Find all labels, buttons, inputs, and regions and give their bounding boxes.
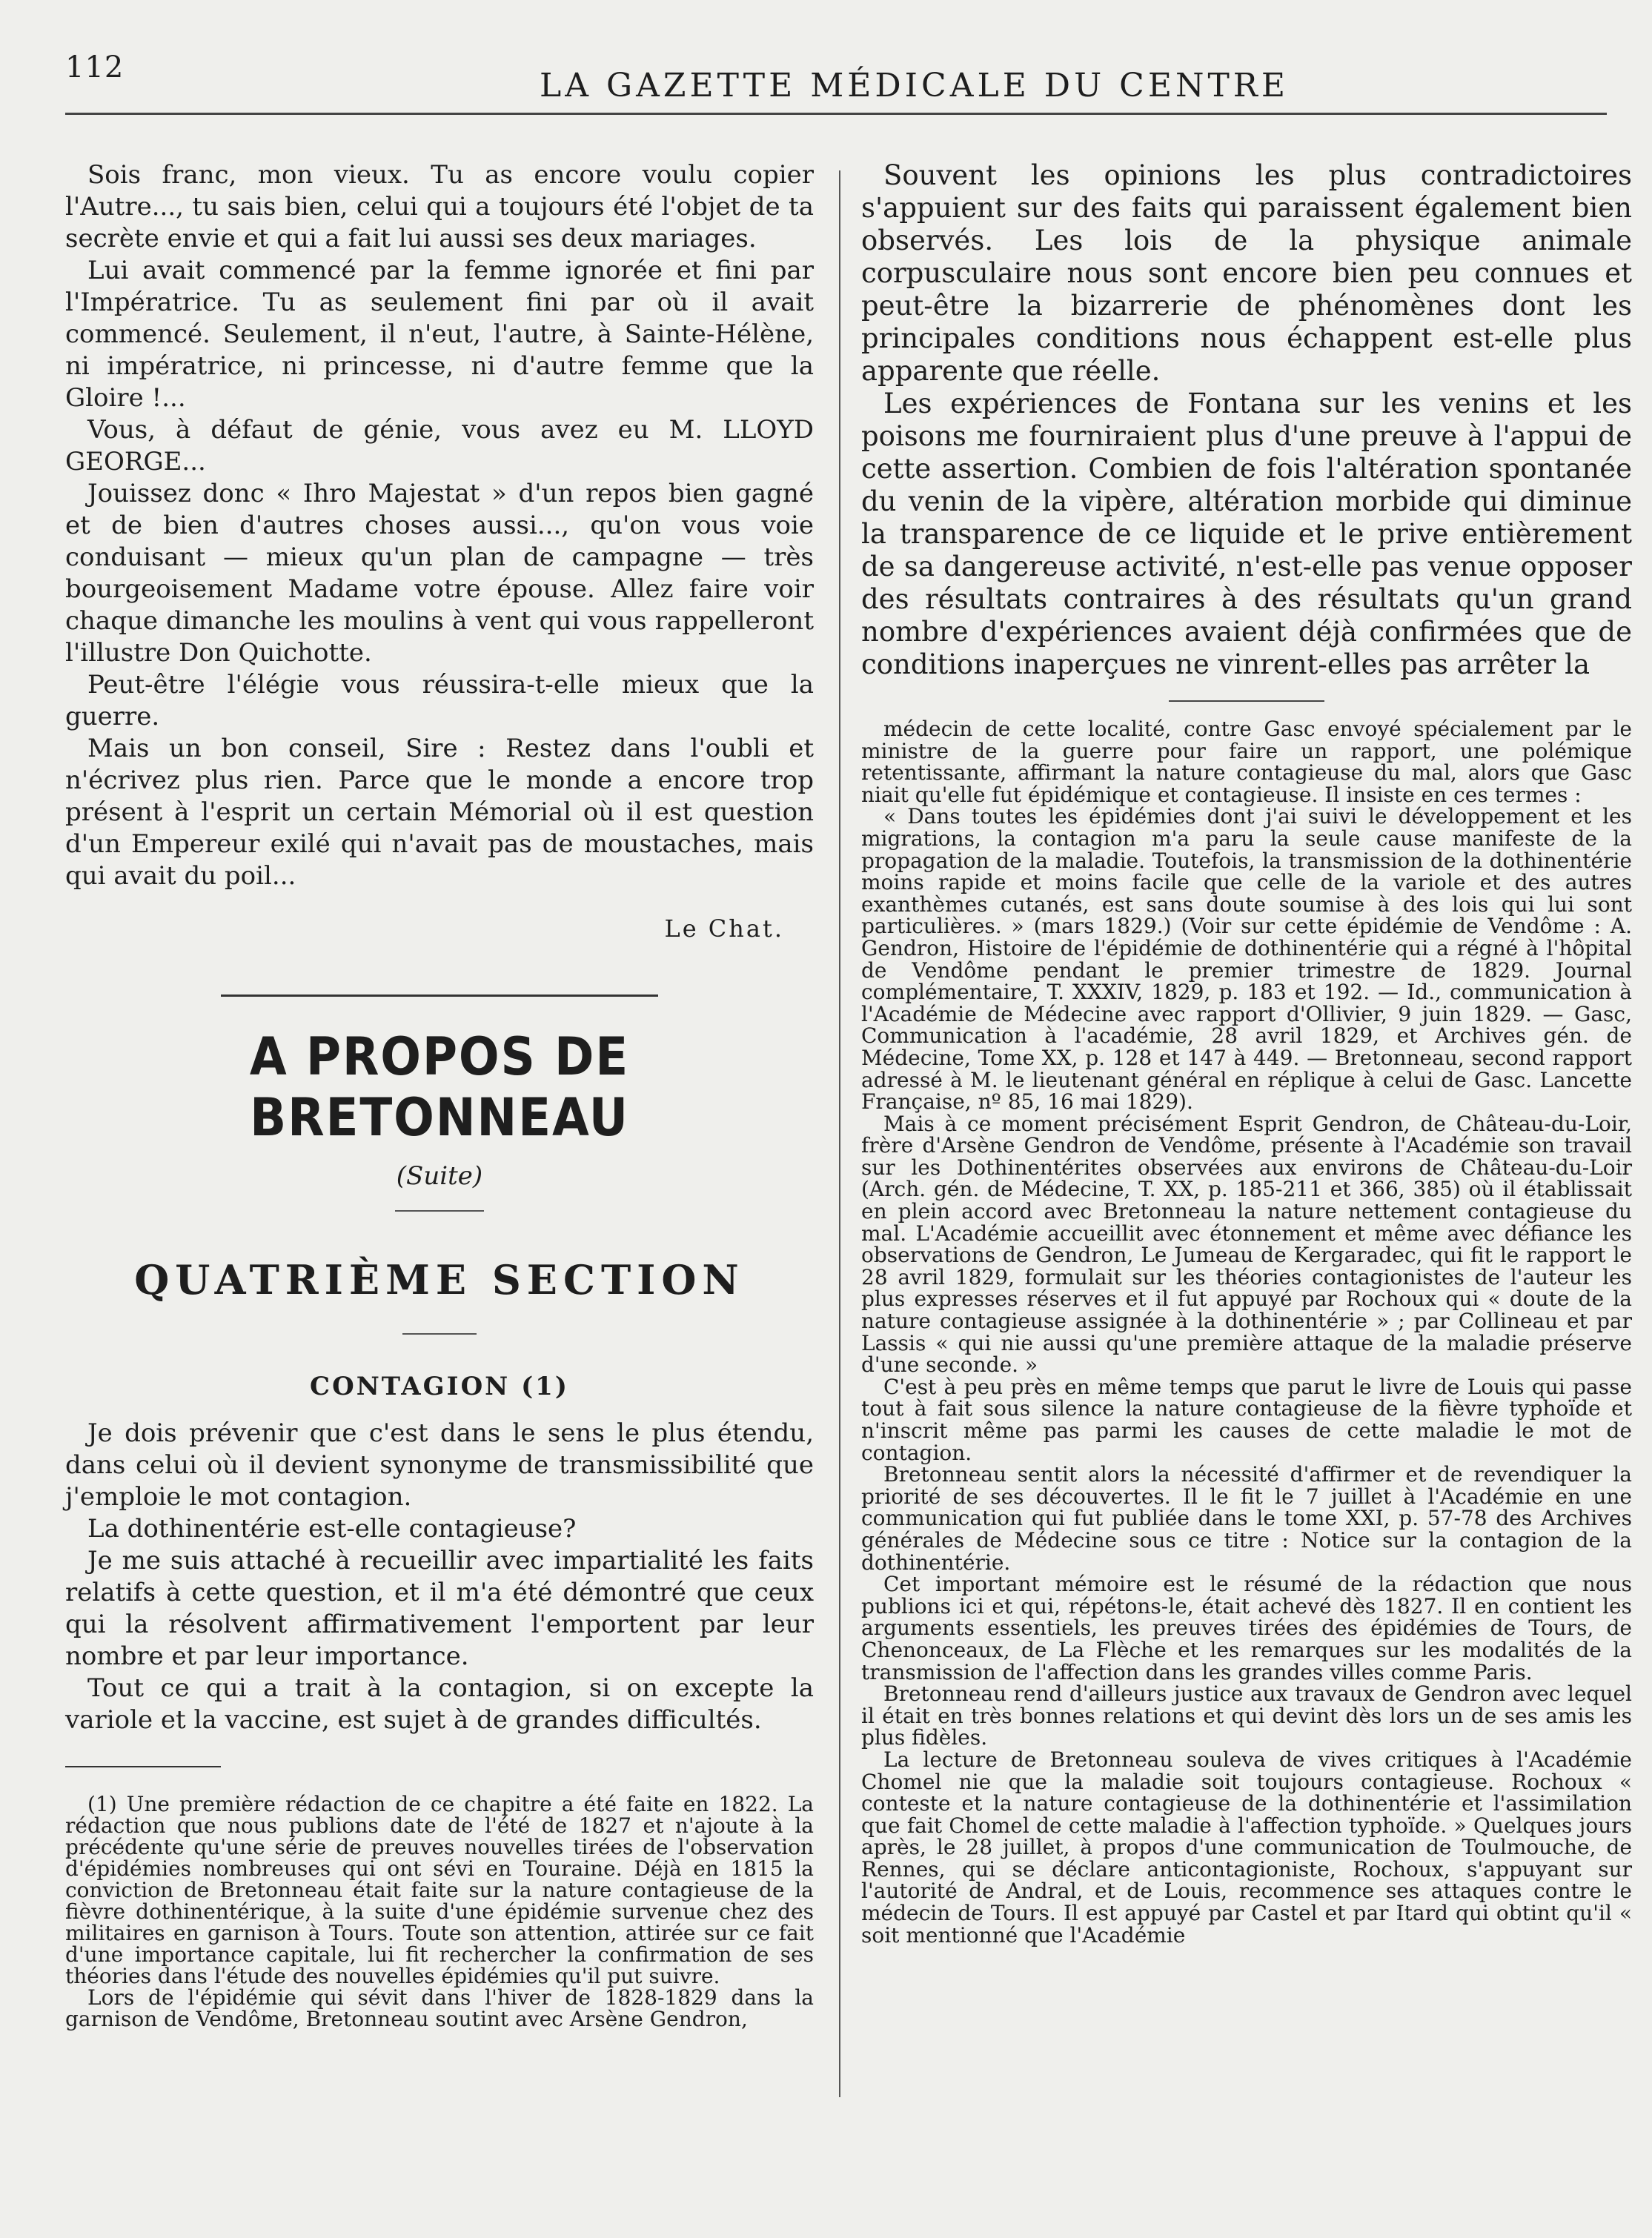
article-title: A PROPOS DE BRETONNEAU xyxy=(249,1026,630,1148)
footnote-paragraph: Mais à ce moment précisément Esprit Gendron, de Château-du-Loir, frère d'Arsène Gendron de Vendôme, présente à l'Académie son travail sur les Dothinentérites observées aux environs de Château-du-Loir (Arch. gén. de Médecine, T. XX, p. 185-211 et 366, 385) où il établissait en plein accord avec Bretonneau la nature nettement contagieuse du mal. L'Académie accueillit avec étonnement et même avec défiance les observations de Gendron, Le Jumeau de Kergaradec, qui fit le rapport le 28 avril 1829, formulait sur les théories contagionistes de l'auteur les plus expresses réserves et il fut appuyé par Rochoux qui « doute de la nature contagieuse assignée à la dothinentérie » ; par Collineau et par Lassis « qui nie aussi qu'une première attaque de la maladie préserve d'une seconde. » xyxy=(861,1111,1632,1378)
journal-title: LA GAZETTE MÉDICALE DU CENTRE xyxy=(540,67,1290,104)
section-heading: QUATRIÈME SECTION xyxy=(134,1256,745,1304)
body-paragraph: Vous, à défaut de génie, vous avez eu M. LLOYD GEORGE... xyxy=(65,415,814,477)
page-header xyxy=(65,43,1607,117)
body-paragraph: Peut-être l'élégie vous réussira-t-elle mieux que la guerre. xyxy=(65,670,814,731)
signature: Le Chat. xyxy=(664,914,784,943)
footnote-rule xyxy=(1169,700,1324,702)
article-subtitle: (Suite) xyxy=(396,1161,483,1191)
footnote-paragraph: C'est à peu près en même temps que parut le livre de Louis qui passe tout à fait sous silence la nature contagieuse de la fièvre typhoïde et n'inscrit même pas parmi les causes de cette maladie le mot de contagion. xyxy=(861,1374,1632,1465)
column-divider xyxy=(839,170,840,2097)
footnote-paragraph: (1) Une première rédaction de ce chapitre a été faite en 1822. La rédaction que nous publions date de l'été de 1827 et n'ajoute à la précédente qu'une série de preuves nouvelles tirées de l'observation d'épidémies nombreuses qui ont sévi en Touraine. Déjà en 1815 la conviction de Bretonneau était faite sur la nature contagieuse de la fièvre dothinentérique, à la suite d'une épidémie survenue chez des militaires en garnison à Tours. Toute son attention, attirée sur ce fait d'une importance capitale, lui fit rechercher la confirmation de ses théories dans l'étude des nouvelles épidémies qu'il put suivre. xyxy=(65,1792,814,1988)
page-number: 112 xyxy=(65,50,125,84)
short-rule xyxy=(402,1333,477,1335)
footnote-paragraph: La lecture de Bretonneau souleva de vives critiques à l'Académie Chomel nie que la maladie soit toujours contagieuse. Rochoux « conteste et la nature contagieuse de la dothinentérie et l'assimilation que fait Chomel de cette maladie à l'affection typhoïde. » Quelques jours après, le 28 juillet, à propos d'une communication de Toulmouche, de Rennes, qui se déclare anticontagioniste, Rochoux, s'appuyant sur l'autorité de Andral, et de Louis, recommence ses attaques contre le médecin de Tours. Il est appuyé par Castel et par Itard qui obtint qu'il « soit mentionné que l'Académie xyxy=(861,1747,1632,1948)
footnote-rule xyxy=(65,1766,221,1767)
body-paragraph: Tout ce qui a trait à la contagion, si on excepte la variole et la vaccine, est sujet à de grandes difficultés. xyxy=(65,1673,814,1735)
short-rule xyxy=(395,1210,484,1212)
article-separator xyxy=(221,995,658,997)
footnote-paragraph: Bretonneau rend d'ailleurs justice aux travaux de Gendron avec lequel il était en très bonnes relations et qui devint dès lors un de ses amis les plus fidèles. xyxy=(861,1681,1632,1750)
footnote-paragraph: Bretonneau sentit alors la nécessité d'affirmer et de revendiquer la priorité de ses découvertes. Il le fit le 7 juillet à l'Académie en une communication qui fut publiée dans le tome XXI, p. 57-78 des Archives générales de Médecine sous ce titre : Notice sur la contagion de la dothinentérie. xyxy=(861,1462,1632,1575)
right-column xyxy=(861,159,1632,1946)
body-paragraph: La dothinentérie est-elle contagieuse? xyxy=(87,1514,577,1544)
body-paragraph: Lui avait commencé par la femme ignorée et fini par l'Impératrice. Tu as seulement fini par où il avait commencé. Seulement, il n'eut, l'autre, à Sainte-Hélène, ni impératrice, ni princesse, ni d'autre femme que la Gloire !... xyxy=(65,256,814,413)
footnote-paragraph: « Dans toutes les épidémies dont j'ai suivi le développement et les migrations, la contagion m'a paru la seule cause manifeste de la propagation de la maladie. Toutefois, la transmission de la dothinentérie moins rapide et moins facile que celle de la variole et des autres exanthèmes cutanés, est sans doute soumise à des lois qui lui sont particulières. » (mars 1829.) (Voir sur cette épidémie de Vendôme : A. Gendron, Histoire de l'épidémie de dothinentérie qui a régné à l'hôpital de Vendôme pendant le premier trimestre de 1829. Journal complémentaire, T. XXXIV, 1829, p. 183 et 192. — Id., communication à l'Académie de Médecine avec rapport d'Ollivier, 9 juin 1829. — Gasc, Communication à l'académie, 28 avril 1829, et Archives gén. de Médecine, Tome XX, p. 128 et 147 à 449. — Bretonneau, second rapport adressé à M. le lieutenant général en réplique à celui de Gasc. Lancette Française, nº 85, 16 mai 1829). xyxy=(861,804,1632,1115)
left-column xyxy=(65,159,814,2030)
body-paragraph: Sois franc, mon vieux. Tu as encore voulu copier l'Autre..., tu sais bien, celui qui a toujours été l'objet de ta secrète envie et qui a fait lui aussi ses deux mariages. xyxy=(65,160,814,253)
body-paragraph: Mais un bon conseil, Sire : Restez dans l'oubli et n'écrivez plus rien. Parce que le monde a encore trop présent à l'esprit un certain Mémorial où il est question d'un Empereur exilé qui n'avait pas de moustaches, mais qui avait du poil... xyxy=(65,734,814,891)
body-paragraph: Souvent les opinions les plus contradictoires s'appuient sur des faits qui paraissent également bien observés. Les lois de la physique animale corpusculaire nous sont encore bien peu connues et peut-être la bizarrerie de phénomènes dont les principales conditions nous échappent est-elle plus apparente que réelle. xyxy=(861,159,1632,387)
subsection-heading: CONTAGION (1) xyxy=(310,1372,569,1401)
body-paragraph: Les expériences de Fontana sur les venins et les poisons me fourniraient plus d'une preuve à l'appui de cette assertion. Combien de fois l'altération spontanée du venin de la vipère, altération morbide qui diminue la transparence de ce liquide et le prive entièrement de sa dangereuse activité, n'est-elle pas venue opposer des résultats contraires à des résultats qu'un grand nombre d'expériences avaient déjà confirmées que de conditions inaperçues ne vinrent-elles pas arrêter la xyxy=(861,388,1632,680)
header-rule xyxy=(65,113,1607,115)
footnote-paragraph: Lors de l'épidémie qui sévit dans l'hiver de 1828-1829 dans la garnison de Vendôme, Bretonneau soutint avec Arsène Gendron, xyxy=(65,1985,814,2031)
footnote-paragraph: médecin de cette localité, contre Gasc envoyé spécialement par le ministre de la guerre pour faire un rapport, une polémique retentissante, affirmant la nature contagieuse du mal, alors que Gasc niait qu'elle fut épidémique et contagieuse. Il insiste en ces termes : xyxy=(861,717,1632,807)
body-paragraph: Je me suis attaché à recueillir avec impartialité les faits relatifs à cette question, et il m'a été démontré que ceux qui la résolvent affirmativement l'emportent par leur nombre et par leur importance. xyxy=(65,1546,814,1671)
body-paragraph: Je dois prévenir que c'est dans le sens le plus étendu, dans celui où il devient synonyme de transmissibilité que j'emploie le mot contagion. xyxy=(65,1418,814,1512)
body-paragraph: Jouissez donc « Ihro Majestat » d'un repos bien gagné et de bien d'autres choses aussi..., qu'on vous voie conduisant — mieux qu'un plan de campagne — très bourgeoisement Madame votre épouse. Allez faire voir chaque dimanche les moulins à vent qui vous rappelleront l'illustre Don Quichotte. xyxy=(65,479,814,668)
footnote-paragraph: Cet important mémoire est le résumé de la rédaction que nous publions ici et qui, répétons-le, était achevé dès 1827. Il en contient les arguments essentiels, les preuves tirées des épidémies de Tours, de Chenonceaux, de La Flèche et les remarques sur les modalités de la transmission de l'affection dans les grandes villes comme Paris. xyxy=(861,1572,1632,1684)
